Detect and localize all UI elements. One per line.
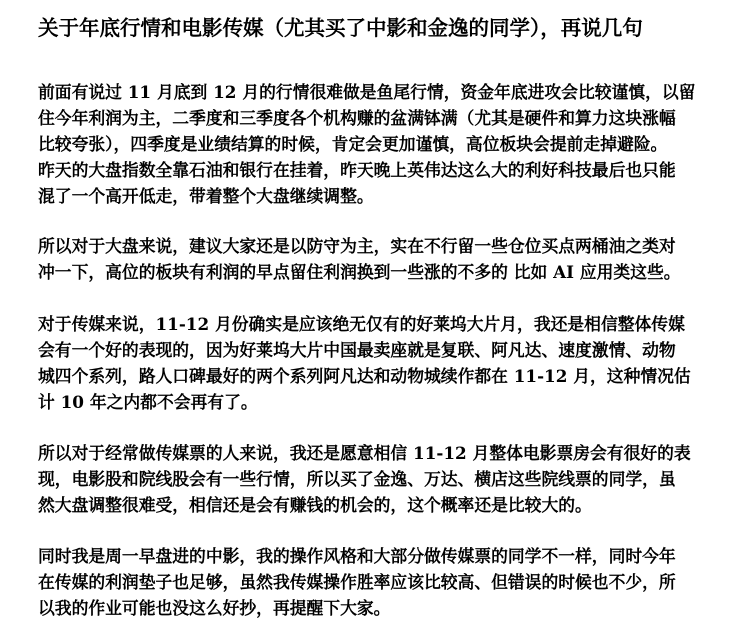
text-line: 比较夸张），四季度是业绩结算的时候，肯定会更加谨慎，高位板块会提前走掉避险。 — [38, 134, 668, 154]
text-line: 在传媒的利润垫子也足够，虽然我传媒操作胜率应该比较高、但错误的时候也不少，所 — [38, 572, 676, 592]
text-line: 混了一个高开低走，带着整个大盘继续调整。 — [38, 186, 374, 206]
text-line: 同时我是周一早盘进的中影，我的操作风格和大部分做传媒票的同学不一样，同时今年 — [38, 546, 676, 566]
text-line: 所以对于经常做传媒票的人来说，我还是愿意相信 11-12 月整体电影票房会有很好的表 — [38, 443, 691, 463]
text-line: 昨天的大盘指数全靠石油和银行在挂着，昨天晚上英伟达这么大的利好科技最后也只能 — [38, 160, 676, 180]
text-line: 所以对于大盘来说，建议大家还是以防守为主，实在不行留一些仓位买点两桶油之类对 — [38, 236, 676, 256]
paragraph-market-outlook — [38, 79, 730, 209]
text-line: 会有一个好的表现的，因为好莱坞大片中国最卖座就是复联、阿凡达、速度激情、动物 — [38, 340, 676, 360]
text-line: 冲一下，高位的板块有利润的早点留住利润换到一些涨的不多的 比如 AI 应用类这些。 — [38, 262, 681, 282]
text-line: 前面有说过 11 月底到 12 月的行情很难做是鱼尾行情，资金年底进攻会比较谨慎，以留 — [38, 82, 696, 102]
text-line: 城四个系列，路人口碑最好的两个系列阿凡达和动物城续作都在 11-12 月，这种情况估 — [38, 366, 691, 386]
text-line: 住今年利润为主，二季度和三季度各个机构赚的盆满钵满（尤其是硬件和算力这块涨幅 — [38, 108, 676, 128]
text-line: 对于传媒来说，11-12 月份确实是应该绝无仅有的好莱坞大片月，我还是相信整体传媒 — [38, 314, 685, 334]
text-line: 然大盘调整很难受，相信还是会有赚钱的机会的，这个概率还是比较大的。 — [38, 495, 592, 515]
paragraph-personal-note — [38, 543, 730, 621]
text-line: 以我的作业可能也没这么好抄，再提醒下大家。 — [38, 598, 391, 618]
document-title: 关于年底行情和电影传媒（尤其买了中影和金逸的同学），再说几句 — [38, 16, 643, 40]
paragraph-box-office — [38, 440, 730, 518]
text-line: 计 10 年之内都不会再有了。 — [38, 392, 258, 412]
paragraph-defense-advice — [38, 233, 730, 285]
text-line: 现，电影股和院线股会有一些行情，所以买了金逸、万达、横店这些院线票的同学，虽 — [38, 469, 676, 489]
paragraph-media-outlook — [38, 311, 730, 415]
